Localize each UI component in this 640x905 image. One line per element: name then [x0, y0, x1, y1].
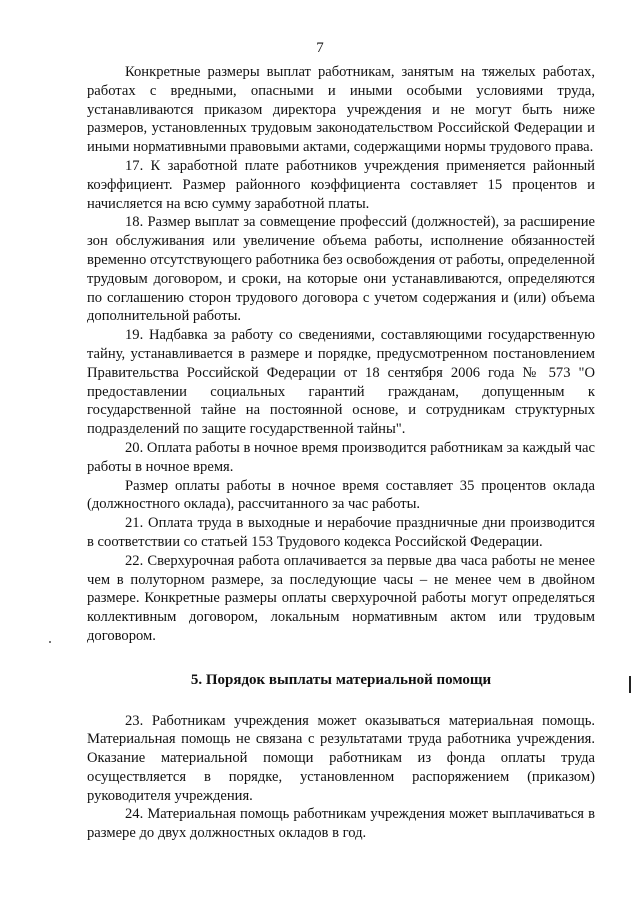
paragraph: 24. Материальная помощь работникам учреждения может выплачиваться в размере до двух должностных окладов в год.	[87, 806, 595, 842]
paragraph: 19. Надбавка за работу со сведениями, составляющими государственную тайну, устанавливается в размере и порядке, предусмотренном постановлением Правительства Российской Федерации от 18 сентября 2006 года № 573 "О предоставлении социальных гарантий гражданам, допущенным к государственной тайне на постоянной основе, и сотрудникам структурных подразделений по защите государственной тайны".	[87, 327, 595, 438]
paragraph: 23. Работникам учреждения может оказываться материальная помощь. Материальная помощь не связана с результатами труда работника учреждения. Оказание материальной помощи работникам из фонда оплаты труда осуществляется в порядке, установленном распоряжением (приказом) руководителя учреждения.	[87, 712, 595, 804]
paragraph: Конкретные размеры выплат работникам, занятым на тяжелых работах, работах с вредными, опасными и иными особыми условиями труда, устанавливаются приказом директора учреждения и не могут быть ниже размеров, установленных трудовым законодательством Российской Федерации и иными нормативными правовыми актами, содержащими нормы трудового права.	[87, 64, 595, 156]
document-body	[87, 63, 595, 843]
paragraph: 18. Размер выплат за совмещение профессий (должностей), за расширение зон обслуживания или увеличение объема работы, исполнение обязанностей временно отсутствующего работника без освобождения от работы, определенной трудовым договором, и сроки, на которые они устанавливаются, определяются по соглашению сторон трудового договора с учетом содержания и (или) объема дополнительной работы.	[87, 214, 595, 325]
scan-margin-dot	[49, 641, 51, 643]
paragraph: 17. К заработной плате работников учреждения применяется районный коэффициент. Размер районного коэффициента составляет 15 процентов и начисляется на всю сумму заработной платы.	[87, 157, 595, 212]
section-heading: 5. Порядок выплаты материальной помощи	[190, 671, 492, 688]
paragraph: Размер оплаты работы в ночное время составляет 35 процентов оклада (должностного оклада), рассчитанного за час работы.	[87, 477, 595, 513]
page-number: 7	[316, 40, 324, 56]
paragraph: 22. Сверхурочная работа оплачивается за первые два часа работы не менее чем в полуторном размере, за последующие часы – не менее чем в двойном размере. Конкретные размеры оплаты сверхурочной работы могут определяться коллективным договором, локальным нормативным актом или трудовым договором.	[87, 552, 595, 644]
paragraph: 20. Оплата работы в ночное время производится работникам за каждый час работы в ночное время.	[87, 439, 595, 475]
scan-margin-mark	[629, 676, 631, 693]
paragraph: 21. Оплата труда в выходные и нерабочие праздничные дни производится в соответствии со статьей 153 Трудового кодекса Российской Федерации.	[87, 515, 595, 550]
